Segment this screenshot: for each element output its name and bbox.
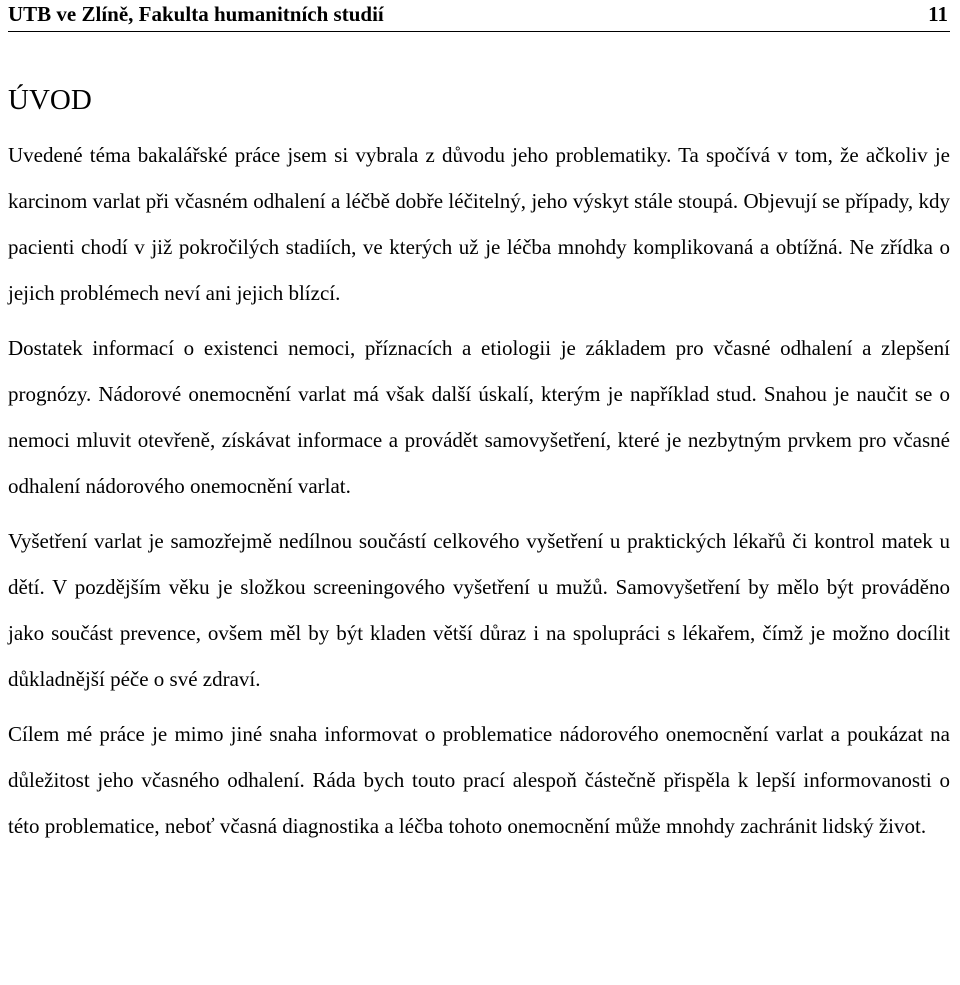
body-text xyxy=(8,132,950,849)
page-number: 11 xyxy=(928,2,948,26)
running-header xyxy=(8,0,950,32)
paragraph-3: Vyšetření varlat je samozřejmě nedílnou součástí celkového vyšetření u praktických lékařů či kontrol matek u dětí. V pozdějším věku je složkou screeningového vyšetření u mužů. Samovyšetření by mělo být prováděno jako součást prevence, ovšem měl by být kladen větší důraz i na spolupráci s lékařem, čímž je možno docílit důkladnější péče o své zdraví. xyxy=(8,529,950,691)
header-title: UTB ve Zlíně, Fakulta humanitních studií xyxy=(8,2,384,26)
chapter-title: ÚVOD xyxy=(8,84,92,116)
paragraph-1: Uvedené téma bakalářské práce jsem si vybrala z důvodu jeho problematiky. Ta spočívá v tom, že ačkoliv je karcinom varlat při včasném odhalení a léčbě dobře léčitelný, jeho výskyt stále stoupá. Objevují se případy, kdy pacienti chodí v již pokročilých stadiích, ve kterých už je léčba mnohdy komplikovaná a obtížná. Ne zřídka o jejich problémech neví ani jejich blízcí. xyxy=(8,143,950,305)
paragraph-2: Dostatek informací o existenci nemoci, příznacích a etiologii je základem pro včasné odhalení a zlepšení prognózy. Nádorové onemocnění varlat má však další úskalí, kterým je například stud. Snahou je naučit se o nemoci mluvit otevřeně, získávat informace a provádět samovyšetření, které je nezbytným prvkem pro včasné odhalení nádorového onemocnění varlat. xyxy=(8,336,950,498)
paragraph-4: Cílem mé práce je mimo jiné snaha informovat o problematice nádorového onemocnění varlat a poukázat na důležitost jeho včasného odhalení. Ráda bych touto prací alespoň částečně přispěla k lepší informovanosti o této problematice, neboť včasná diagnostika a léčba tohoto onemocnění může mnohdy zachránit lidský život. xyxy=(8,722,950,838)
